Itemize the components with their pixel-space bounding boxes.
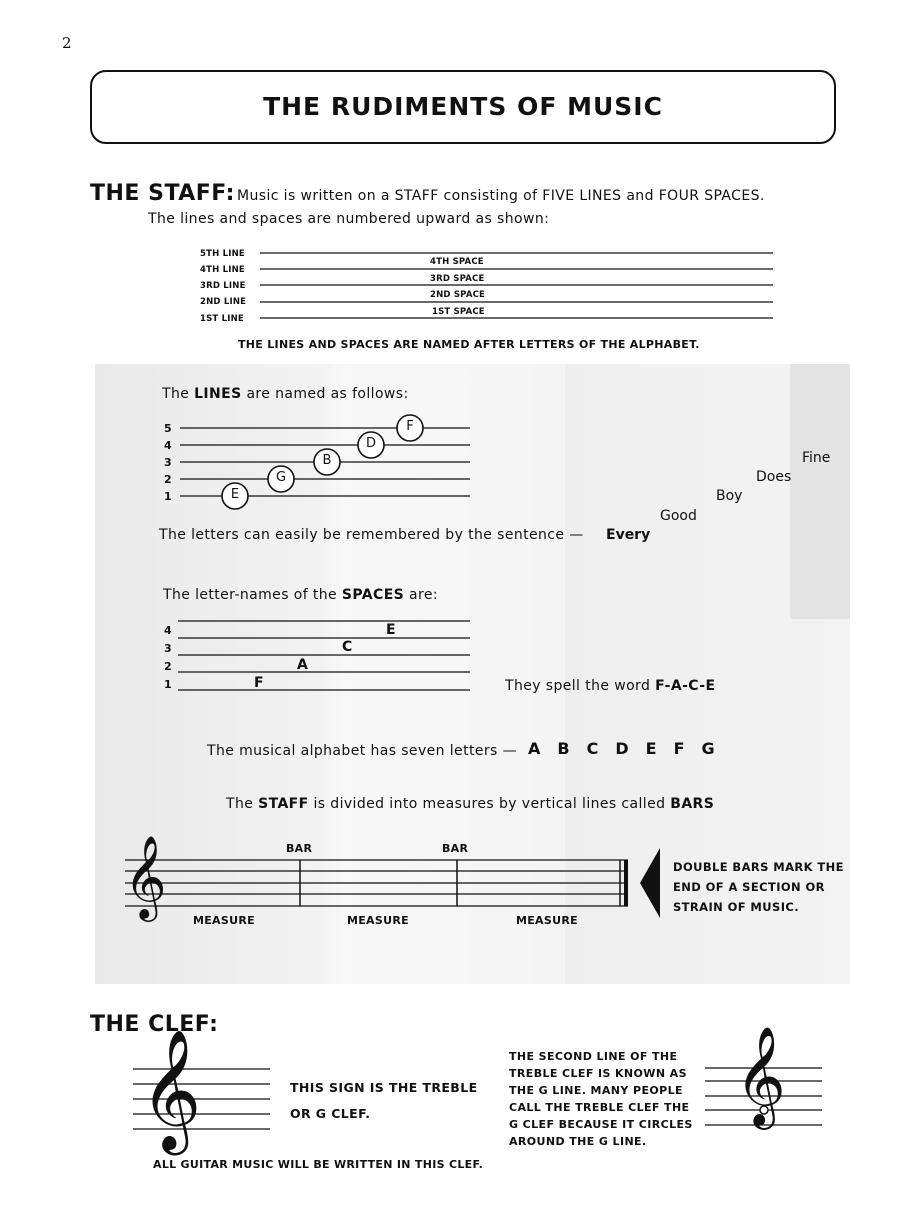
- line-note-f: F: [406, 419, 414, 434]
- line-number: 1: [164, 490, 172, 503]
- clef-sign-text-line: THIS SIGN IS THE TREBLE: [290, 1080, 478, 1095]
- mnemonic-word-fine: Fine: [802, 450, 831, 466]
- staff-line-label-4: 4TH LINE: [200, 265, 245, 275]
- g-line-text-line: TREBLE CLEF IS KNOWN AS: [509, 1067, 687, 1080]
- clef-heading: THE CLEF:: [90, 1012, 219, 1037]
- staff-line-label-1: 1ST LINE: [200, 314, 244, 324]
- lines-intro-bold: LINES: [194, 386, 242, 402]
- spaces-number-column: [164, 622, 172, 694]
- staff-space-label-4: 4TH SPACE: [430, 257, 484, 267]
- double-bar-note-line: STRAIN OF MUSIC.: [673, 900, 799, 914]
- face-word: F-A-C-E: [655, 678, 716, 694]
- alphabet-letters: [528, 739, 715, 758]
- space-note-a: A: [297, 657, 308, 673]
- line-note-e: E: [230, 487, 240, 502]
- space-note-e: E: [386, 622, 396, 638]
- g-line-text-line: G CLEF BECAUSE IT CIRCLES: [509, 1118, 693, 1131]
- staff-space-label-2: 2ND SPACE: [430, 290, 486, 300]
- double-bar-note: [673, 857, 844, 917]
- alphabet-sentence: The musical alphabet has seven letters —: [207, 743, 517, 759]
- alphabet-letter: D: [615, 739, 629, 758]
- staff-heading: THE STAFF:: [90, 181, 235, 206]
- measures-text-bars: BARS: [670, 796, 715, 812]
- staff-intro-line1: Music is written on a STAFF consisting of FIVE LINES and FOUR SPACES.: [237, 188, 765, 204]
- clef-footer: ALL GUITAR MUSIC WILL BE WRITTEN IN THIS CLEF.: [153, 1158, 484, 1171]
- staff-space-label-3: 3RD SPACE: [430, 274, 485, 284]
- lines-number-column: [164, 420, 172, 505]
- treble-clef-large-icon: 𝄞: [140, 1028, 202, 1150]
- treble-clef-icon: 𝄞: [124, 834, 167, 918]
- mnemonic-sentence: The letters can easily be remembered by the sentence —: [159, 527, 584, 543]
- bar-label-1: BAR: [286, 842, 313, 855]
- alphabet-letter: F: [673, 739, 685, 758]
- mnemonic-word-boy: Boy: [716, 488, 743, 504]
- clef-sign-text: [290, 1075, 478, 1127]
- space-number: 2: [164, 660, 172, 673]
- measures-text-prefix: The: [226, 796, 259, 812]
- g-line-text-line: AROUND THE G LINE.: [509, 1135, 647, 1148]
- staff-intro-line2: The lines and spaces are numbered upward as shown:: [148, 211, 550, 227]
- measure-label-2: MEASURE: [347, 914, 409, 927]
- page-title: THE RUDIMENTS OF MUSIC: [263, 92, 663, 121]
- g-line-text-line: CALL THE TREBLE CLEF THE: [509, 1101, 690, 1114]
- line-note-d: D: [365, 436, 376, 451]
- space-number: 1: [164, 678, 172, 691]
- mnemonic-word-does: Does: [756, 469, 792, 485]
- measure-label-1: MEASURE: [193, 914, 255, 927]
- spaces-intro-bold: SPACES: [341, 587, 405, 603]
- measures-sentence: [226, 796, 714, 812]
- g-line-text-line: THE G LINE. MANY PEOPLE: [509, 1084, 683, 1097]
- space-note-f: F: [254, 675, 264, 691]
- alphabet-letter: E: [645, 739, 657, 758]
- double-bar-note-line: DOUBLE BARS MARK THE: [673, 860, 844, 874]
- staff-caption: THE LINES AND SPACES ARE NAMED AFTER LETTERS OF THE ALPHABET.: [238, 338, 700, 351]
- measures-text-staff: STAFF: [258, 796, 309, 812]
- alphabet-letter: A: [528, 739, 541, 758]
- line-number: 2: [164, 473, 172, 486]
- alphabet-letter: G: [701, 739, 715, 758]
- lines-intro-prefix: The: [162, 386, 195, 402]
- g-line-text: [509, 1048, 693, 1150]
- line-note-g: G: [275, 470, 287, 485]
- face-sentence-prefix: They spell the word: [505, 678, 656, 694]
- lines-intro: [162, 386, 409, 402]
- double-bar-note-line: END OF A SECTION OR: [673, 880, 825, 894]
- staff-line-label-3: 3RD LINE: [200, 281, 246, 291]
- measure-label-3: MEASURE: [516, 914, 578, 927]
- spaces-example-staff: [178, 621, 470, 690]
- clef-sign-text-line: OR G CLEF.: [290, 1106, 371, 1121]
- lines-intro-suffix: are named as follows:: [241, 386, 409, 402]
- staff-line-label-2: 2ND LINE: [200, 297, 247, 307]
- reference-staff-lines: [260, 253, 773, 318]
- space-number: 4: [164, 624, 172, 637]
- alphabet-letter: B: [557, 739, 570, 758]
- staff-space-label-1: 1ST SPACE: [432, 307, 485, 317]
- space-note-c: C: [342, 639, 353, 655]
- line-number: 5: [164, 422, 172, 435]
- space-number: 3: [164, 642, 172, 655]
- line-note-b: B: [322, 453, 332, 468]
- treble-clef-g-line-icon: 𝄞: [735, 1026, 786, 1126]
- mnemonic-word-every: Every: [606, 527, 651, 543]
- measures-staff: [125, 860, 628, 906]
- spaces-intro-suffix: are:: [404, 587, 438, 603]
- page-number: 2: [62, 34, 72, 52]
- mnemonic-word-good: Good: [660, 508, 697, 524]
- double-bar-arrow-icon: [640, 848, 660, 918]
- line-number: 4: [164, 439, 172, 452]
- line-number: 3: [164, 456, 172, 469]
- face-sentence: [505, 678, 715, 694]
- measures-text-middle: is divided into measures by vertical lines called: [308, 796, 671, 812]
- spaces-intro-prefix: The letter-names of the: [163, 587, 342, 603]
- g-line-text-line: THE SECOND LINE OF THE: [509, 1050, 678, 1063]
- spaces-intro: [163, 587, 438, 603]
- bar-label-2: BAR: [442, 842, 469, 855]
- staff-line-label-5: 5TH LINE: [200, 249, 245, 259]
- alphabet-letter: C: [586, 739, 599, 758]
